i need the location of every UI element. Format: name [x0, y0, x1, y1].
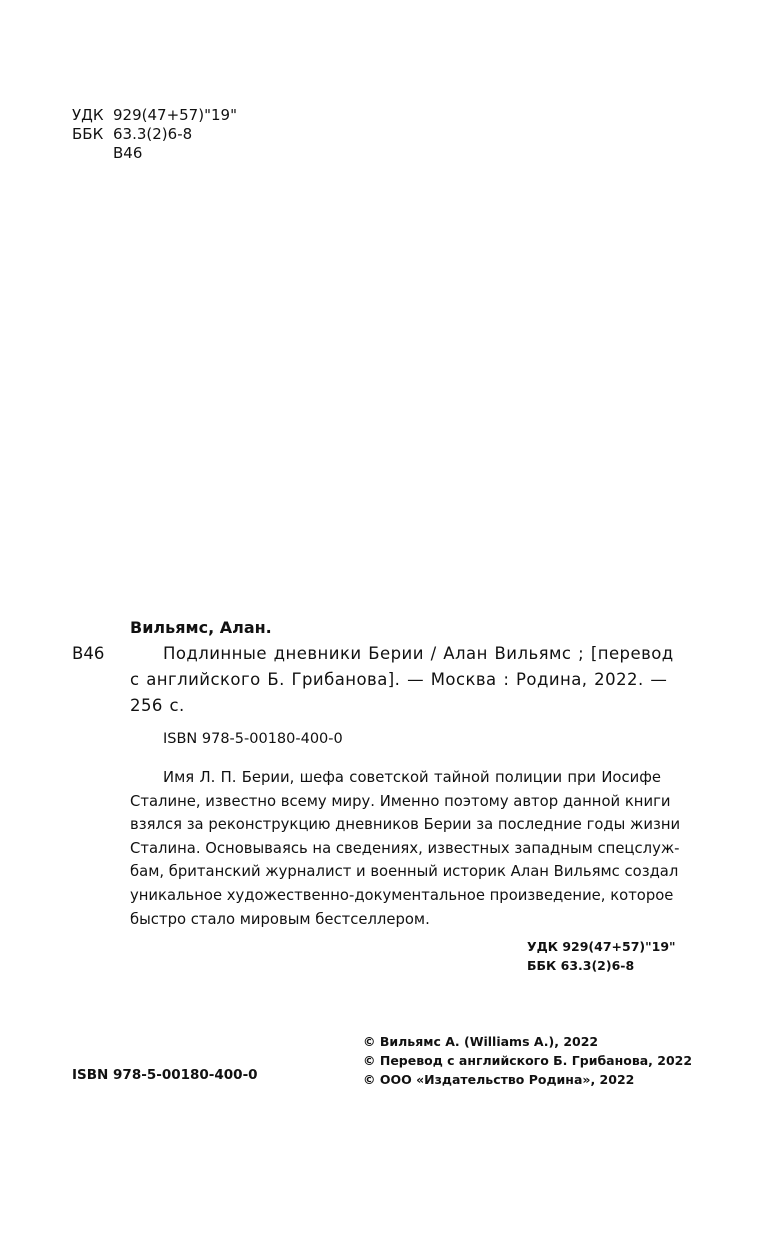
udk-label: УДК	[72, 106, 104, 124]
annotation-line: быстро стало мировым бестселлером.	[130, 910, 430, 928]
copyright-block	[363, 1032, 692, 1089]
bbk-label: ББК	[72, 125, 104, 143]
annotation-line: взялся за реконструкцию дневников Берии за последние годы жизни	[130, 816, 681, 834]
biblio-line: Подлинные дневники Берии / Алан Вильямс ; [перевод	[163, 644, 674, 663]
copyright-line: © ООО «Издательство Родина», 2022	[363, 1072, 635, 1087]
author-code: В46	[72, 644, 105, 663]
copyright-line: © Перевод с английского Б. Грибанова, 2022	[363, 1053, 693, 1068]
bbk-value: 63.3(2)6-8	[113, 125, 193, 143]
biblio-line: с английского Б. Грибанова]. — Москва : Родина, 2022. —	[130, 670, 668, 689]
copyright-line: © Вильямс А. (Williams A.), 2022	[363, 1034, 599, 1049]
annotation-line: Сталина. Основываясь на сведениях, известных западным спецслуж-	[130, 839, 680, 857]
udk-value: 929(47+57)"19"	[113, 106, 237, 124]
annotation-line: бам, британский журналист и военный историк Алан Вильямс создал	[130, 863, 679, 881]
biblio-line: 256 с.	[130, 696, 185, 715]
author-code-row	[72, 144, 272, 163]
author-heading: Вильямс, Алан.	[130, 618, 272, 637]
annotation	[130, 766, 681, 931]
isbn-inline: ISBN 978-5-00180-400-0	[163, 731, 343, 747]
udk-code: УДК 929(47+57)"19"	[527, 939, 676, 954]
classification-top	[72, 106, 272, 166]
isbn-bottom: ISBN 978-5-00180-400-0	[72, 1067, 258, 1083]
author-code-value: В46	[113, 144, 143, 162]
bbk-code: ББК 63.3(2)6-8	[527, 958, 635, 973]
bibliographic-description	[130, 641, 674, 719]
classification-right	[527, 937, 676, 975]
udk-row	[72, 106, 272, 125]
annotation-line: Сталине, известно всему миру. Именно поэтому автор данной книги	[130, 792, 671, 810]
bbk-row	[72, 125, 272, 144]
annotation-line: уникальное художественно-документальное произведение, которое	[130, 886, 674, 904]
annotation-line: Имя Л. П. Берии, шефа советской тайной полиции при Иосифе	[163, 769, 661, 786]
